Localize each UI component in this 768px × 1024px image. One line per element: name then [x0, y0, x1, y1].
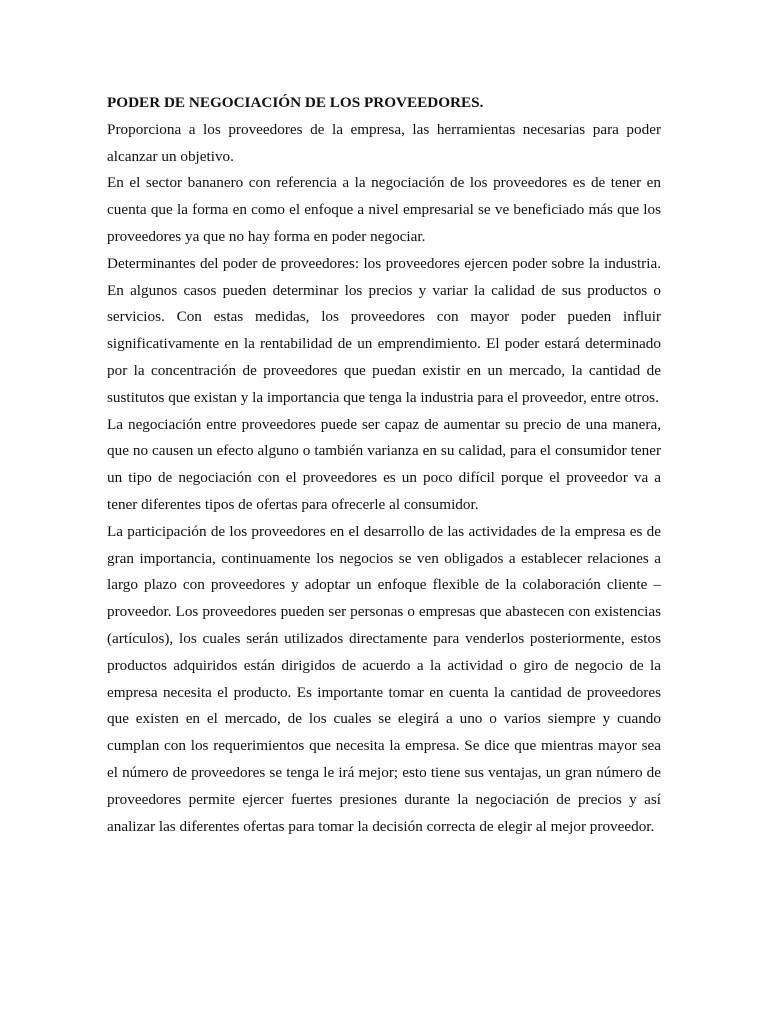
paragraph-3: Determinantes del poder de proveedores: los proveedores ejercen poder sobre la industria. En algunos casos pueden determinar los precios y variar la calidad de sus productos o servicios. Con estas medidas, los proveedores con mayor poder pueden influir significativamente en la rentabilidad de un emprendimiento. El poder estará determinado por la concentración de proveedores que puedan existir en un mercado, la cantidad de sustitutos que existan y la importancia que tenga la industria para el proveedor, entre otros.	[107, 254, 661, 406]
paragraph-4: La negociación entre proveedores puede ser capaz de aumentar su precio de una manera, que no causen un efecto alguno o también varianza en su calidad, para el consumidor tener un tipo de negociación con el proveedores es un poco difícil porque el proveedor va a tener diferentes tipos de ofertas para ofrecerle al consumidor.	[107, 415, 661, 513]
document-page	[107, 90, 661, 840]
paragraph-5: La participación de los proveedores en el desarrollo de las actividades de la empresa es de gran importancia, continuamente los negocios se ven obligados a establecer relaciones a largo plazo con proveedores y adoptar un enfoque flexible de la colaboración cliente – proveedor. Los proveedores pueden ser personas o empresas que abastecen con existencias (artículos), los cuales serán utilizados directamente para venderlos posteriormente, estos productos adquiridos están dirigidos de acuerdo a la actividad o giro de negocio de la empresa necesita el producto. Es importante tomar en cuenta la cantidad de proveedores que existen en el mercado, de los cuales se elegirá a uno o varios siempre y cuando cumplan con los requerimientos que necesita la empresa. Se dice que mientras mayor sea el número de proveedores se tenga le irá mejor; esto tiene sus ventajas, un gran número de proveedores permite ejercer fuertes presiones durante la negociación de precios y así analizar las diferentes ofertas para tomar la decisión correcta de elegir al mejor proveedor.	[107, 522, 661, 835]
paragraph-2: En el sector bananero con referencia a la negociación de los proveedores es de tener en cuenta que la forma en como el enfoque a nivel empresarial se ve beneficiado más que los proveedores ya que no hay forma en poder negociar.	[107, 174, 661, 245]
document-title: PODER DE NEGOCIACIÓN DE LOS PROVEEDORES.	[107, 94, 484, 111]
paragraph-1: Proporciona a los proveedores de la empresa, las herramientas necesarias para poder alcanzar un objetivo.	[107, 120, 661, 165]
